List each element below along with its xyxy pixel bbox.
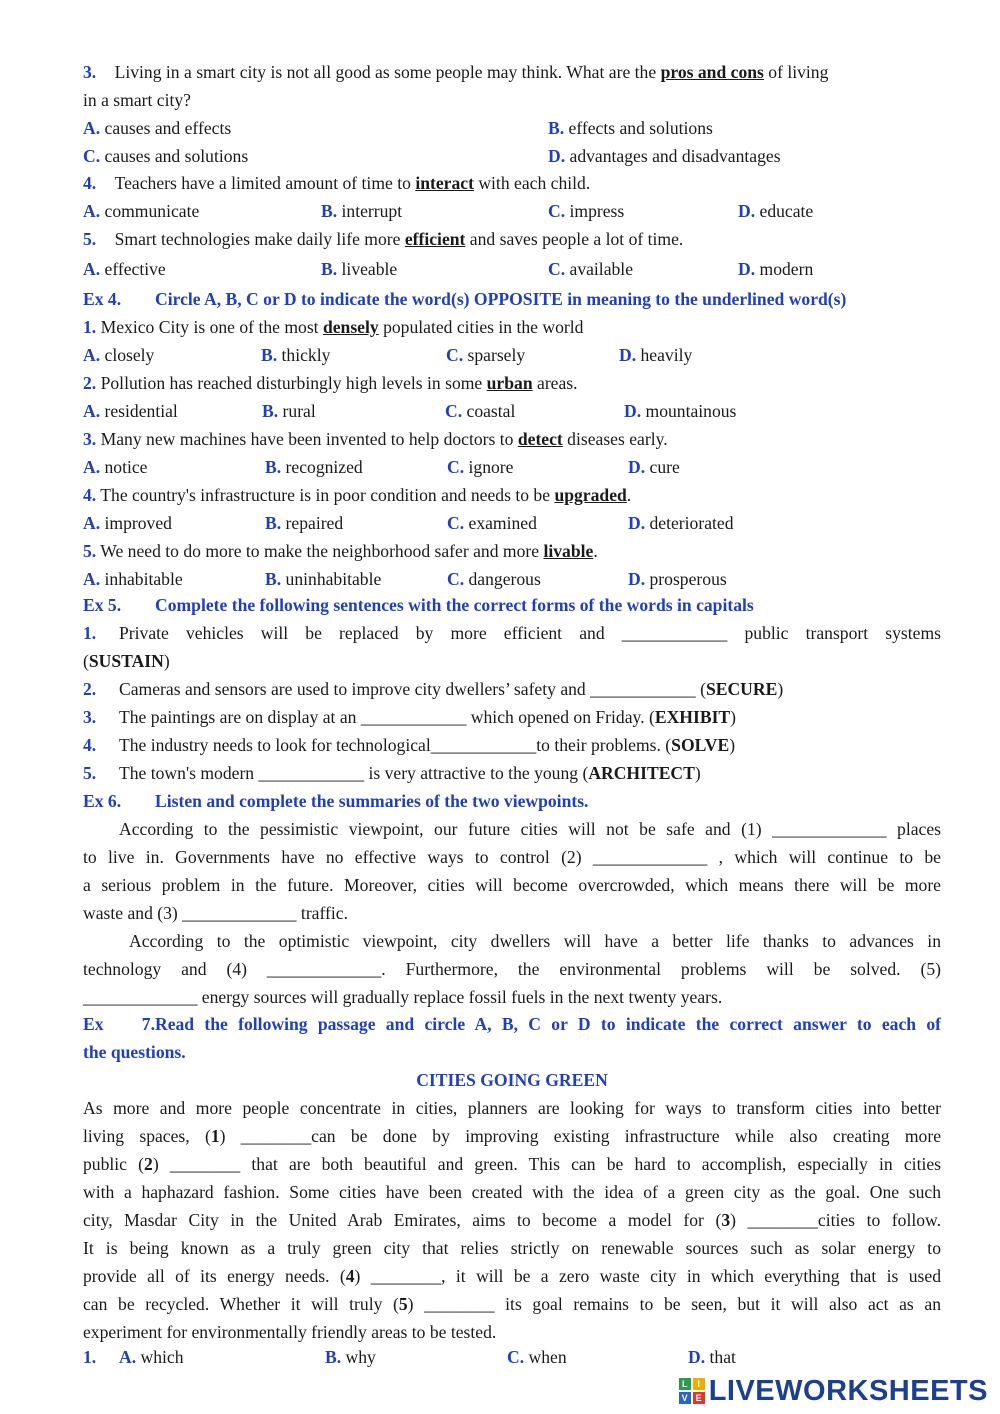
option-c[interactable] <box>83 145 248 167</box>
passage-line: It is being known as a truly green city that relies strictly on renewable sources such as solar energy to <box>83 1238 941 1258</box>
option-text: that <box>705 1347 736 1367</box>
question-text-end: and saves people a lot of time. <box>465 229 684 249</box>
passage-text: ) ________, it will be a zero waste city in which everything that is used <box>354 1266 941 1286</box>
option-letter: D. <box>548 146 566 166</box>
question-number: 5. <box>83 229 97 249</box>
option-letter: A. <box>83 457 101 477</box>
question-text: Smart technologies make daily life more <box>114 229 405 249</box>
option-text: impress <box>565 201 625 221</box>
question-text: Teachers have a limited amount of time to <box>114 173 416 193</box>
option-letter: A. <box>83 259 101 279</box>
option-text: prosperous <box>645 569 727 589</box>
item-number: 3. <box>83 429 97 449</box>
option-b[interactable] <box>261 344 330 366</box>
option-text: rural <box>278 401 316 421</box>
item-number: 2. <box>83 679 97 699</box>
option-text: advantages and disadvantages <box>565 146 781 166</box>
option-b[interactable] <box>325 1346 376 1368</box>
option-text: inhabitable <box>100 569 183 589</box>
item-number: 5. <box>83 763 97 783</box>
item-text-end: populated cities in the world <box>378 317 584 337</box>
passage-line: As more and more people concentrate in cities, planners are looking for ways to transform cities into better <box>83 1098 941 1118</box>
item-text: We need to do more to make the neighborhood safer and more <box>96 541 544 561</box>
item-text: Many new machines have been invented to help doctors to <box>96 429 518 449</box>
exercise-label: Ex 4. <box>83 289 122 309</box>
item-number: 2. <box>83 373 97 393</box>
option-text: causes and solutions <box>100 146 249 166</box>
option-c[interactable] <box>548 200 624 222</box>
passage-text: ) ________cities to follow. <box>730 1210 941 1230</box>
option-letter: C. <box>447 513 465 533</box>
passage-title: CITIES GOING GREEN <box>416 1070 608 1090</box>
passage-line[interactable] <box>83 1209 941 1231</box>
option-letter: B. <box>265 569 282 589</box>
item-text-end: diseases early. <box>562 429 668 449</box>
item-text: Cameras and sensors are used to improve city dwellers’ safety and ____________ ( <box>119 679 706 699</box>
passage-text: city, Masdar City in the United Arab Emirates, aims to become a model for ( <box>83 1210 722 1230</box>
passage-line[interactable] <box>83 1125 941 1147</box>
passage-text: can be recycled. Whether it will truly ( <box>83 1294 399 1314</box>
capital-word: EXHIBIT <box>654 707 731 727</box>
option-letter: B. <box>265 457 282 477</box>
option-c[interactable] <box>447 568 541 590</box>
logo-mark-cell: L <box>679 1378 691 1390</box>
option-letter: D. <box>628 569 646 589</box>
blank-number: 3 <box>721 1210 731 1230</box>
item-text-end: areas. <box>532 373 578 393</box>
option-text: repaired <box>281 513 344 533</box>
underlined-word: interact <box>415 173 474 193</box>
option-letter: C. <box>447 569 465 589</box>
underlined-word: urban <box>486 373 533 393</box>
underlined-word: upgraded <box>554 485 627 505</box>
question-number: 3. <box>83 62 97 82</box>
passage-text: living spaces, ( <box>83 1126 211 1146</box>
item-text-end: . <box>593 541 598 561</box>
option-c[interactable] <box>447 456 513 478</box>
option-letter: B. <box>265 513 282 533</box>
ex5-item-3[interactable] <box>83 706 736 728</box>
item-number: 4. <box>83 485 97 505</box>
option-letter: A. <box>83 118 101 138</box>
option-text: modern <box>755 259 814 279</box>
option-a[interactable] <box>83 117 231 139</box>
paren-open: ( <box>83 651 89 671</box>
option-c[interactable] <box>447 512 537 534</box>
ex5-item-1-line2 <box>83 650 170 672</box>
option-b[interactable] <box>321 258 397 280</box>
ex6-p2-line2[interactable]: technology and (4) _____________. Furthermore, the environmental problems will be solved. (5) <box>83 959 941 979</box>
option-text: communicate <box>100 201 200 221</box>
passage-line[interactable] <box>83 1153 941 1175</box>
ex5-item-1 <box>83 622 941 644</box>
option-letter: D. <box>624 401 642 421</box>
ex6-p2-line1: According to the optimistic viewpoint, city dwellers will have a better life thanks to advances in <box>129 931 941 951</box>
ex4-item-3 <box>83 428 668 450</box>
item-number: 5. <box>83 541 97 561</box>
blank-number: 2 <box>144 1154 153 1174</box>
option-letter: A. <box>119 1347 137 1367</box>
option-letter: A. <box>83 513 101 533</box>
question-5 <box>83 228 683 250</box>
option-letter: D. <box>628 513 646 533</box>
option-d[interactable] <box>619 344 692 366</box>
option-letter: C. <box>445 401 463 421</box>
item-text[interactable]: Private vehicles will be replaced by more efficient and ____________ public transport systems <box>119 623 941 643</box>
option-c[interactable] <box>445 400 515 422</box>
logo-mark-cell: I <box>693 1378 705 1390</box>
underlined-word: pros and cons <box>660 62 764 82</box>
ex4-item-4 <box>83 484 631 506</box>
question-text-end: of living <box>763 62 829 82</box>
option-a[interactable] <box>83 512 172 534</box>
option-text: effective <box>100 259 166 279</box>
option-letter: D. <box>628 457 646 477</box>
question-number: 1. <box>83 1347 97 1367</box>
option-a[interactable] <box>83 400 178 422</box>
exercise-label: Ex 5. <box>83 595 122 615</box>
underlined-word: detect <box>517 429 563 449</box>
option-text: interrupt <box>337 201 403 221</box>
exercise-label: Ex 7. <box>83 1014 155 1034</box>
capital-word: SOLVE <box>671 735 730 755</box>
option-a[interactable] <box>83 456 148 478</box>
option-text: sparsely <box>463 345 526 365</box>
question-text: Living in a smart city is not all good as some people may think. What are the <box>114 62 661 82</box>
option-text: notice <box>100 457 148 477</box>
option-letter: A. <box>83 401 101 421</box>
capital-word: SECURE <box>705 679 778 699</box>
option-b[interactable] <box>262 400 316 422</box>
option-text: heavily <box>636 345 693 365</box>
option-letter: A. <box>83 345 101 365</box>
item-text-end: . <box>626 485 632 505</box>
option-letter: D. <box>738 201 756 221</box>
option-letter: C. <box>83 146 101 166</box>
option-letter: A. <box>83 569 101 589</box>
question-4 <box>83 172 590 194</box>
question-3-line2: in a smart city? <box>83 90 191 110</box>
passage-line: with a haphazard fashion. Some cities have been created with the idea of a green city as the goal. One such <box>83 1182 941 1202</box>
option-text: coastal <box>462 401 516 421</box>
option-d[interactable] <box>628 512 734 534</box>
option-letter: B. <box>321 201 338 221</box>
option-text: deteriorated <box>645 513 734 533</box>
option-text: which <box>136 1347 184 1367</box>
blank-number: 4 <box>345 1266 355 1286</box>
option-text: uninhabitable <box>281 569 382 589</box>
ex4-item-5 <box>83 540 598 562</box>
option-text: educate <box>755 201 814 221</box>
option-c[interactable] <box>507 1346 567 1368</box>
option-text: dangerous <box>464 569 541 589</box>
passage-text: ) ________ that are both beautiful and green. This can be hard to accomplish, especially in cities <box>152 1154 941 1174</box>
option-text: recognized <box>281 457 363 477</box>
passage-line[interactable] <box>83 1293 941 1315</box>
item-number: 1. <box>83 623 97 643</box>
option-d[interactable] <box>738 258 813 280</box>
ex7-heading-line2: the questions. <box>83 1042 186 1062</box>
option-text: closely <box>100 345 155 365</box>
option-letter: A. <box>83 201 101 221</box>
paren-close: ) <box>730 707 737 727</box>
option-b[interactable] <box>265 568 381 590</box>
option-b[interactable] <box>265 512 343 534</box>
item-text: Pollution has reached disturbingly high levels in some <box>96 373 487 393</box>
passage-text: ) ________can be done by improving existing infrastructure while also creating more <box>219 1126 941 1146</box>
blank-number: 1 <box>210 1126 220 1146</box>
option-text: thickly <box>277 345 331 365</box>
passage-text: provide all of its energy needs. ( <box>83 1266 346 1286</box>
paren-close: ) <box>777 679 784 699</box>
underlined-word: livable <box>543 541 594 561</box>
passage-text: public ( <box>83 1154 145 1174</box>
ex6-heading <box>83 790 588 812</box>
question-number: 4. <box>83 173 97 193</box>
exercise-instruction: Read the following passage and circle A, B, C or D to indicate the correct answer to each of <box>155 1014 941 1034</box>
option-text: why <box>341 1347 376 1367</box>
item-text: The country's infrastructure is in poor condition and needs to be <box>96 485 555 505</box>
passage-text: ) ________ its goal remains to be seen, but it will also act as an <box>407 1294 941 1314</box>
option-letter: D. <box>738 259 756 279</box>
item-number: 3. <box>83 707 97 727</box>
question-3 <box>83 61 828 83</box>
exercise-label: Ex 6. <box>83 791 122 811</box>
paren-close: ) <box>694 763 701 783</box>
option-text: improved <box>100 513 172 533</box>
option-d[interactable] <box>624 400 736 422</box>
option-c[interactable] <box>548 258 633 280</box>
item-text: The industry needs to look for technological____________to their problems. ( <box>119 735 672 755</box>
option-letter: B. <box>261 345 278 365</box>
exercise-instruction: Circle A, B, C or D to indicate the word(s) OPPOSITE in meaning to the underlined word(s) <box>155 289 847 309</box>
item-number: 1. <box>83 317 97 337</box>
option-letter: B. <box>548 118 565 138</box>
blank-number: 5 <box>398 1294 408 1314</box>
question-text-end: with each child. <box>473 173 591 193</box>
option-text: effects and solutions <box>564 118 713 138</box>
underlined-word: efficient <box>404 229 466 249</box>
logo-mark-cell: E <box>693 1392 705 1404</box>
ex5-item-4[interactable] <box>83 734 735 756</box>
option-b[interactable] <box>321 200 402 222</box>
option-text: when <box>524 1347 567 1367</box>
passage-line: experiment for environmentally friendly areas to be tested. <box>83 1322 497 1342</box>
option-b[interactable] <box>548 117 713 139</box>
option-letter: B. <box>321 259 338 279</box>
logo-text: LIVEWORKSHEETS <box>708 1374 988 1407</box>
option-letter: D. <box>688 1347 706 1367</box>
option-text: causes and effects <box>100 118 232 138</box>
ex6-p1-line4[interactable]: waste and (3) _____________ traffic. <box>83 903 348 923</box>
option-text: ignore <box>464 457 514 477</box>
option-a[interactable] <box>83 200 199 222</box>
item-number: 4. <box>83 735 97 755</box>
paren-close: ) <box>729 735 736 755</box>
ex6-p1-line2[interactable]: to live in. Governments have no effective ways to control (2) _____________ , which will continue to be <box>83 847 941 867</box>
ex4-heading <box>83 288 846 310</box>
option-letter: D. <box>619 345 637 365</box>
option-d[interactable] <box>628 456 680 478</box>
option-d[interactable] <box>548 145 781 167</box>
item-text: The paintings are on display at an ____________ which opened on Friday. ( <box>119 707 655 727</box>
option-d[interactable] <box>688 1346 736 1368</box>
liveworksheets-logo <box>679 1374 988 1408</box>
option-a[interactable] <box>119 1346 184 1368</box>
option-d[interactable] <box>628 568 727 590</box>
underlined-word: densely <box>322 317 379 337</box>
option-text: available <box>565 259 634 279</box>
option-d[interactable] <box>738 200 813 222</box>
logo-mark-cell: V <box>679 1392 691 1404</box>
ex4-item-1 <box>83 316 583 338</box>
exercise-instruction: Complete the following sentences with the correct forms of the words in capitals <box>155 595 754 615</box>
item-text: Mexico City is one of the most <box>96 317 323 337</box>
ex5-item-5[interactable] <box>83 762 701 784</box>
ex6-p1-line3: a serious problem in the future. Moreover, cities will become overcrowded, which means there will be more <box>83 875 941 895</box>
option-text: mountainous <box>641 401 737 421</box>
option-a[interactable] <box>83 568 183 590</box>
option-letter: B. <box>262 401 279 421</box>
option-text: liveable <box>337 259 398 279</box>
option-text: residential <box>100 401 178 421</box>
ex6-p2-line3[interactable]: _____________ energy sources will gradually replace fossil fuels in the next twenty years. <box>83 987 723 1007</box>
ex4-item-2 <box>83 372 578 394</box>
option-letter: C. <box>507 1347 525 1367</box>
ex6-p1-line1[interactable]: According to the pessimistic viewpoint, our future cities will not be safe and (1) _____________ places <box>119 819 941 839</box>
ex5-item-2[interactable] <box>83 678 783 700</box>
option-text: examined <box>464 513 537 533</box>
option-text: cure <box>645 457 680 477</box>
capital-word: ARCHITECT <box>588 763 695 783</box>
option-letter: C. <box>447 457 465 477</box>
option-a[interactable] <box>83 258 166 280</box>
option-letter: B. <box>325 1347 342 1367</box>
option-letter: C. <box>548 259 566 279</box>
logo-mark-icon <box>679 1378 705 1404</box>
item-text: The town's modern ____________ is very attractive to the young ( <box>119 763 589 783</box>
option-letter: C. <box>446 345 464 365</box>
option-c[interactable] <box>446 344 525 366</box>
exercise-instruction: Listen and complete the summaries of the two viewpoints. <box>155 791 589 811</box>
ex5-heading <box>83 594 754 616</box>
option-b[interactable] <box>265 456 363 478</box>
ex7-question-1 <box>83 1346 96 1368</box>
ex7-heading <box>83 1013 941 1035</box>
paren-close: ) <box>163 651 170 671</box>
capital-word: SUSTAIN <box>88 651 164 671</box>
passage-line[interactable] <box>83 1265 941 1287</box>
option-a[interactable] <box>83 344 154 366</box>
option-letter: C. <box>548 201 566 221</box>
